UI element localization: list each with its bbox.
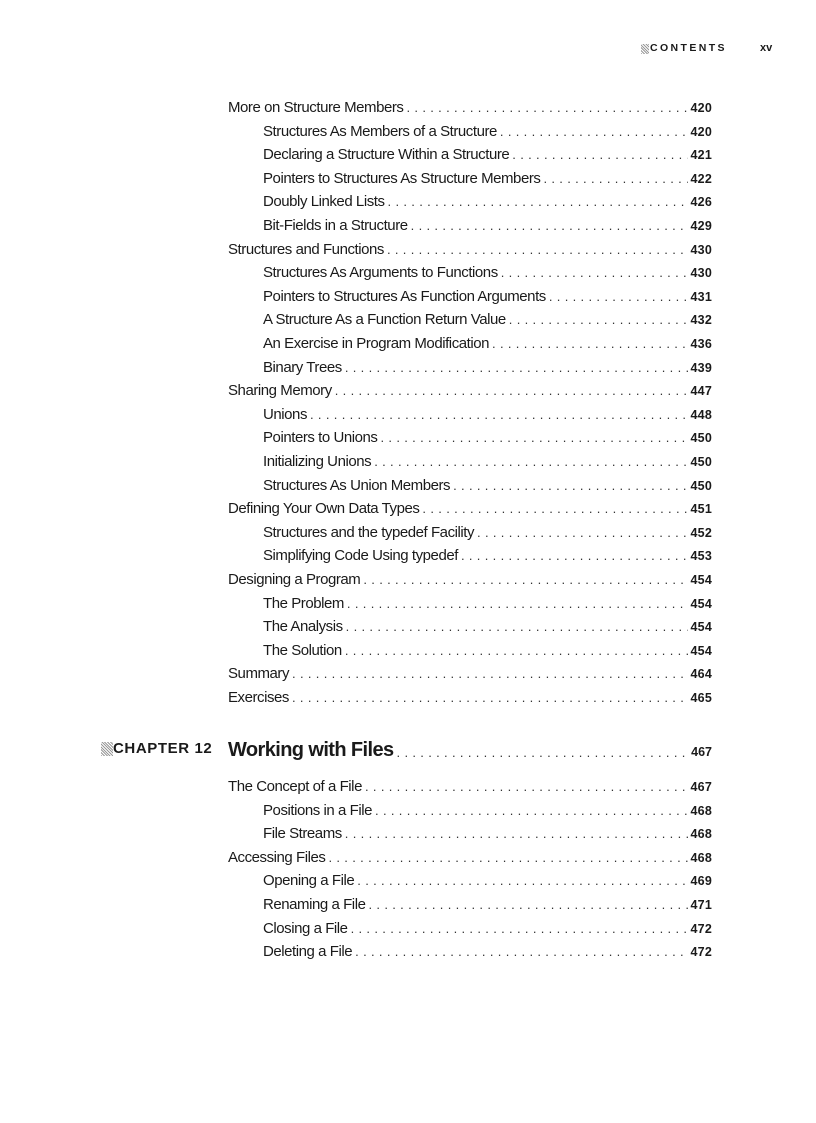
dot-leader (368, 895, 687, 915)
chapter-marker-icon (101, 742, 113, 756)
toc-entry[interactable] (228, 688, 712, 708)
toc-entry[interactable] (263, 546, 712, 566)
toc-entry-page: 450 (690, 455, 712, 469)
toc-entry-page: 420 (690, 124, 712, 139)
toc-entry-title: Pointers to Unions (263, 429, 378, 447)
toc-entry[interactable] (228, 777, 712, 797)
toc-entry-title: A Structure As a Function Return Value (263, 311, 506, 329)
toc-entry[interactable] (263, 310, 712, 330)
dot-leader (549, 287, 688, 307)
toc-entry[interactable] (263, 169, 712, 189)
toc-entry-title: Unions (263, 405, 307, 423)
dot-leader (375, 801, 688, 821)
toc-entry[interactable] (263, 476, 712, 496)
toc-entry-title: Structures As Union Members (263, 476, 451, 494)
toc-entry-title: Simplifying Code Using typedef (263, 547, 458, 565)
toc-entry-page: 450 (690, 478, 712, 493)
toc-entry[interactable] (228, 381, 712, 401)
chapter-page: 467 (691, 745, 712, 759)
toc-entry-page: 472 (690, 921, 712, 936)
toc-entry[interactable] (263, 334, 712, 354)
toc-entry-title: Binary Trees (263, 358, 342, 376)
toc-entry-page: 420 (690, 101, 712, 115)
toc-entry-page: 468 (690, 827, 712, 842)
toc-entry-title: Positions in a File (263, 801, 373, 819)
chapter-title-entry[interactable] (228, 736, 712, 762)
toc-entry[interactable] (263, 145, 712, 165)
toc-entry-title: The Solution (263, 641, 342, 659)
toc-entry-page: 447 (690, 384, 712, 399)
dot-leader (397, 745, 689, 760)
dot-leader (357, 871, 687, 891)
dot-leader (345, 824, 688, 844)
running-head-label: CONTENTS (650, 42, 727, 54)
toc-entry[interactable] (263, 452, 712, 472)
dot-leader (310, 405, 688, 425)
toc-entry-title: Doubly Linked Lists (263, 193, 385, 211)
toc-entry-title: Structures As Arguments to Functions (263, 264, 498, 282)
toc-entry-title: Pointers to Structures As Structure Members (263, 169, 541, 187)
toc-entry[interactable] (263, 594, 712, 614)
section-marker-icon (641, 44, 649, 54)
toc-entry-page: 422 (690, 171, 712, 186)
toc-entry-title: The Analysis (263, 618, 343, 636)
toc-entry-page: 430 (690, 242, 712, 257)
toc-entry-page: 467 (690, 780, 712, 794)
toc-entry-page: 429 (690, 219, 712, 233)
dot-leader (492, 334, 688, 354)
toc-entry[interactable] (263, 895, 712, 915)
toc-entry-title: Bit-Fields in a Structure (263, 217, 408, 234)
dot-leader (380, 428, 687, 448)
dot-leader (500, 122, 688, 142)
toc-entry[interactable] (263, 428, 712, 448)
dot-leader (501, 263, 688, 283)
toc-entry-page: 450 (690, 431, 712, 446)
dot-leader (345, 641, 688, 661)
toc-entry[interactable] (263, 192, 712, 212)
toc-entry-title: File Streams (263, 825, 342, 843)
toc-entry-page: 454 (690, 620, 712, 635)
toc-entry-title: The Problem (263, 594, 344, 612)
toc-entry[interactable] (263, 523, 712, 543)
toc-entry[interactable] (228, 664, 712, 684)
toc-entry-page: 439 (690, 360, 712, 375)
dot-leader (388, 192, 688, 212)
toc-entry-page: 452 (690, 525, 712, 540)
chapter-title: Working with Files (228, 739, 394, 761)
toc-entry-page: 436 (690, 337, 712, 351)
toc-entry[interactable] (263, 287, 712, 307)
toc-entry-title: Summary (228, 665, 290, 683)
toc-entry[interactable] (263, 358, 712, 378)
toc-entry-page: 431 (690, 289, 712, 304)
dot-leader (411, 216, 688, 236)
toc-entry-page: 453 (690, 549, 712, 564)
chapter-label: CHAPTER 12 (113, 740, 213, 757)
dot-leader (543, 169, 687, 189)
toc-entry[interactable] (228, 240, 712, 260)
toc-entry-title: Closing a File (263, 919, 348, 937)
toc-entry-page: 421 (690, 148, 712, 163)
toc-entry-page: 430 (690, 266, 712, 281)
toc-entry-title: Structures and Functions (228, 240, 384, 258)
dot-leader (351, 919, 688, 939)
dot-leader (355, 942, 687, 962)
toc-entry-title: Deleting a File (263, 943, 353, 961)
toc-entry-title: More on Structure Members (228, 99, 404, 116)
dot-leader (346, 617, 688, 637)
toc-entry[interactable] (263, 405, 712, 425)
dot-leader (335, 381, 688, 401)
toc-entry[interactable] (263, 871, 712, 891)
toc-entry[interactable] (263, 942, 712, 962)
toc-entry-title: Sharing Memory (228, 382, 332, 400)
page-number: xv (760, 42, 773, 54)
chapter-heading (0, 736, 816, 762)
toc-entry-title: Designing a Program (228, 571, 361, 588)
toc-entry-title: Structures and the typedef Facility (263, 523, 475, 541)
toc-entry[interactable] (263, 263, 712, 283)
toc-entry[interactable] (263, 216, 712, 236)
toc-entry-page: 454 (690, 596, 712, 611)
toc-entry-page: 426 (690, 195, 712, 210)
toc-entry[interactable] (263, 617, 712, 637)
toc-entry-title: Exercises (228, 689, 289, 706)
toc-entry[interactable] (228, 848, 712, 868)
dot-leader (365, 777, 688, 797)
toc-entry[interactable] (263, 122, 712, 142)
dot-leader (512, 145, 687, 165)
toc-entry-title: Renaming a File (263, 896, 366, 913)
toc-entry[interactable] (228, 98, 712, 118)
dot-leader (461, 546, 688, 566)
toc-entry-title: Accessing Files (228, 848, 326, 866)
toc-entry-page: 468 (690, 803, 712, 818)
toc-entry-page: 432 (690, 313, 712, 328)
toc-entry-title: Structures As Members of a Structure (263, 122, 497, 140)
toc-entry-page: 448 (690, 407, 712, 422)
toc-entry-title: Opening a File (263, 872, 355, 890)
dot-leader (387, 240, 688, 260)
toc-entry-title: Defining Your Own Data Types (228, 500, 420, 518)
toc-entry[interactable] (263, 801, 712, 821)
toc-entry[interactable] (263, 919, 712, 939)
toc-entry-title: An Exercise in Program Modification (263, 335, 490, 352)
running-head (0, 42, 816, 58)
toc-entry[interactable] (228, 570, 712, 590)
toc-entry-page: 469 (690, 874, 712, 889)
dot-leader (374, 452, 687, 472)
toc-entry-title: The Concept of a File (228, 778, 362, 795)
dot-leader (422, 499, 687, 519)
dot-leader (477, 523, 688, 543)
dot-leader (406, 98, 687, 118)
toc-entry-title: Declaring a Structure Within a Structure (263, 146, 510, 164)
toc-entry-page: 451 (690, 502, 712, 517)
toc-entry[interactable] (263, 824, 712, 844)
dot-leader (292, 664, 688, 684)
toc-entry-page: 465 (690, 691, 712, 705)
toc-entry-title: Pointers to Structures As Function Arguments (263, 287, 546, 305)
dot-leader (292, 688, 688, 708)
toc-entry-page: 471 (690, 898, 712, 912)
dot-leader (347, 594, 688, 614)
dot-leader (453, 476, 687, 496)
toc-entry-page: 464 (690, 667, 712, 682)
dot-leader (363, 570, 687, 590)
dot-leader (345, 358, 688, 378)
toc-entry-title: Initializing Unions (263, 453, 372, 470)
toc-entry-page: 454 (690, 573, 712, 587)
dot-leader (328, 848, 687, 868)
toc-entry-page: 454 (690, 643, 712, 658)
dot-leader (509, 310, 688, 330)
toc-entry-page: 472 (690, 945, 712, 960)
toc-entry[interactable] (263, 641, 712, 661)
toc-entry[interactable] (228, 499, 712, 519)
toc-entry-page: 468 (690, 850, 712, 865)
